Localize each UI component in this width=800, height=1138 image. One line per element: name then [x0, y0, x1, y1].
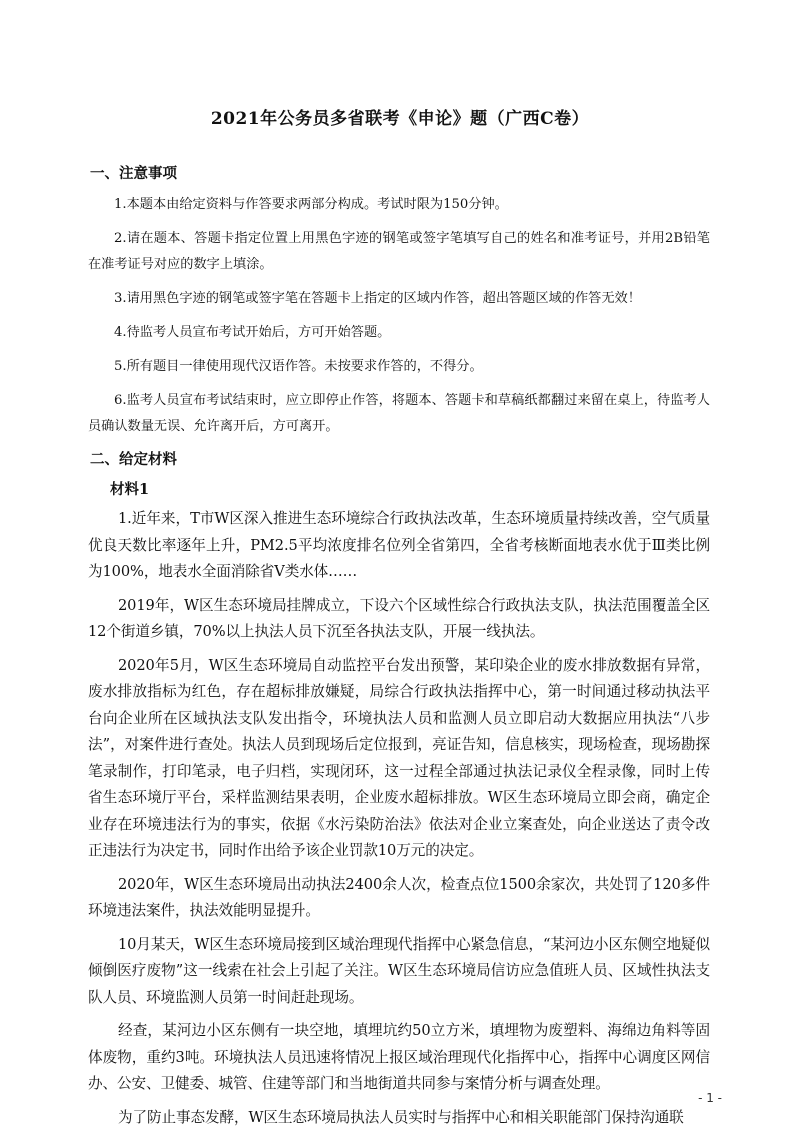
material-paragraph: 2019年，W区生态环境局挂牌成立，下设六个区域性综合行政执法支队，执法范围覆盖全区12个街道乡镇，70%以上执法人员下沉至各执法支队，开展一线执法。: [88, 596, 710, 640]
note-item: 5.所有题目一律使用现代汉语作答。未按要求作答的，不得分。: [114, 359, 483, 374]
note-item: 6.监考人员宣布考试结束时，应立即停止作答，将题本、答题卡和草稿纸都翻过来留在桌上，待监考人员确认数量无误、允许离开后，方可离开。: [88, 393, 710, 434]
page-number: - 1 -: [698, 1091, 722, 1105]
section-heading-materials: 二、给定材料: [90, 451, 177, 468]
document-body: [88, 162, 710, 1138]
note-item: 2.请在题本、答题卡指定位置上用黑色字迹的钢笔或签字笔填写自己的姓名和准考证号，并用2B铅笔在准考证号对应的数字上填涂。: [88, 231, 710, 272]
note-item: 3.请用黑色字迹的钢笔或签字笔在答题卡上指定的区域内作答，超出答题区域的作答无效！: [114, 291, 641, 306]
material-paragraph: 10月某天，W区生态环境局接到区域治理现代指挥中心紧急信息，“某河边小区东侧空地疑似倾倒医疗废物”这一线索在社会上引起了关注。W区生态环境局信访应急值班人员、区域性执法支队人员、环境监测人员第一时间赶赴现场。: [88, 935, 710, 1006]
material-paragraph: 经查，某河边小区东侧有一块空地，填埋坑约50立方米，填埋物为废塑料、海绵边角料等固体废物，重约3吨。环境执法人员迅速将情况上报区域治理现代化指挥中心，指挥中心调度区网信办、公安、卫健委、城管、住建等部门和当地街道共同参与案情分析与调查处理。: [88, 1022, 710, 1092]
material-paragraph: 2020年，W区生态环境局出动执法2400余人次，检查点位1500余家次，共处罚了120多件环境违法案件，执法效能明显提升。: [88, 875, 710, 919]
material-paragraph: 为了防止事态发酵，W区生态环境局执法人员实时与指挥中心和相关职能部门保持沟通联: [118, 1108, 684, 1126]
material-paragraph: 1.近年来，T市W区深入推进生态环境综合行政执法改革，生态环境质量持续改善，空气质量优良天数比率逐年上升，PM2.5平均浓度排名位列全省第四，全省考核断面地表水优于Ⅲ类比例为100%，地表水全面消除省Ⅴ类水体……: [88, 510, 710, 580]
section-heading-notes: 一、注意事项: [90, 165, 177, 182]
note-item: 1.本题本由给定资料与作答要求两部分构成。考试时限为150分钟。: [114, 197, 508, 212]
note-item: 4.待监考人员宣布考试开始后，方可开始答题。: [114, 325, 391, 340]
document-title: 2021年公务员多省联考《申论》题（广西C卷）: [210, 109, 590, 129]
material-paragraph: 2020年5月，W区生态环境局自动监控平台发出预警，某印染企业的废水排放数据有异常，废水排放指标为红色，存在超标排放嫌疑，局综合行政执法指挥中心，第一时间通过移动执法平台向企业所在区域执法支队发出指令，环境执法人员和监测人员立即启动大数据应用执法“八步法”，对案件进行查处。执法人员到现场后定位报到，亮证告知，信息核实，现场检查，现场勘探笔录制作，打印笔录，电子归档，实现闭环，这一过程全部通过执法记录仪全程录像，同时上传省生态环境厅平台，采样监测结果表明，企业废水超标排放。W区生态环境局立即会商，确定企业存在环境违法行为的事实，依据《水污染防治法》依法对企业立案查处，向企业送达了责令改正违法行为决定书，同时作出给予该企业罚款10万元的决定。: [88, 656, 710, 859]
material-label: 材料1: [110, 481, 150, 498]
